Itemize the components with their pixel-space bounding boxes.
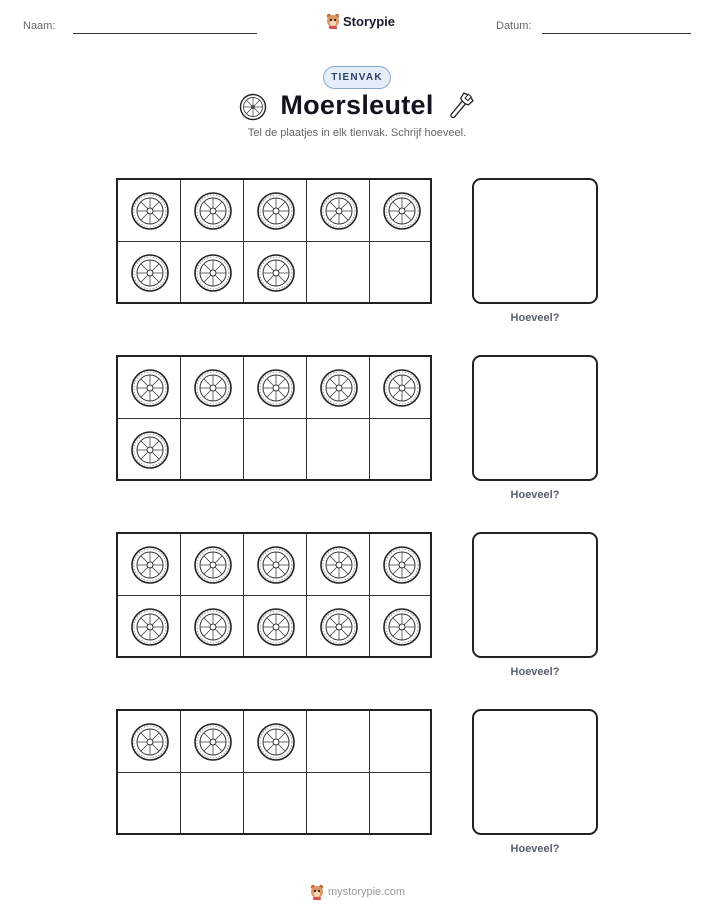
frame-cell <box>181 357 244 419</box>
frame-cell <box>244 419 307 481</box>
wheel-icon <box>130 368 170 408</box>
frame-cell <box>244 711 307 773</box>
frame-cell <box>244 242 307 304</box>
frame-cell <box>307 773 370 835</box>
wheel-icon <box>130 545 170 585</box>
answer-box[interactable] <box>472 709 598 835</box>
page-title: Moersleutel <box>280 90 434 120</box>
frame-cell <box>307 419 370 481</box>
frame-cell <box>181 419 244 481</box>
frame-cell <box>181 711 244 773</box>
wheel-icon <box>382 607 422 647</box>
answer-label: Hoeveel? <box>510 843 560 855</box>
frame-cell <box>370 534 433 596</box>
brand-logo <box>326 13 395 29</box>
wheel-icon <box>382 191 422 231</box>
wheel-icon <box>130 253 170 293</box>
wheel-icon <box>319 607 359 647</box>
wheel-icon <box>256 607 296 647</box>
date-line[interactable] <box>542 33 691 34</box>
frame-cell <box>181 773 244 835</box>
frame-cell <box>118 242 181 304</box>
mascot-icon <box>326 13 340 29</box>
wheel-icon <box>193 607 233 647</box>
wheel-icon <box>319 191 359 231</box>
frame-cell <box>307 180 370 242</box>
wheel-icon <box>130 722 170 762</box>
frame-cell <box>118 711 181 773</box>
wheel-icon <box>382 545 422 585</box>
answer-box[interactable] <box>472 178 598 304</box>
frame-cell <box>370 773 433 835</box>
frame-cell <box>307 711 370 773</box>
footer <box>310 884 405 900</box>
frame-cell <box>307 596 370 658</box>
wrench-icon <box>444 92 476 122</box>
wheel-icon <box>193 253 233 293</box>
wheel-icon <box>319 545 359 585</box>
frame-cell <box>181 242 244 304</box>
instructions: Tel de plaatjes in elk tienvak. Schrijf hoeveel. <box>247 127 467 139</box>
wheel-icon <box>256 191 296 231</box>
wheel-icon <box>319 368 359 408</box>
brand-name: Storypie <box>343 13 396 29</box>
wheel-icon <box>256 722 296 762</box>
wheel-icon <box>256 253 296 293</box>
frame-cell <box>370 180 433 242</box>
frame-cell <box>118 773 181 835</box>
wheel-icon <box>193 191 233 231</box>
frame-cell <box>370 357 433 419</box>
wheel-icon <box>130 191 170 231</box>
name-line[interactable] <box>73 33 257 34</box>
frame-cell <box>244 773 307 835</box>
frame-cell <box>118 180 181 242</box>
answer-label: Hoeveel? <box>510 666 560 678</box>
answer-label: Hoeveel? <box>510 312 560 324</box>
answer-box[interactable] <box>472 532 598 658</box>
frame-cell <box>118 534 181 596</box>
frame-cell <box>244 534 307 596</box>
category-badge: TIENVAK <box>323 66 391 89</box>
frame-cell <box>244 596 307 658</box>
frame-cell <box>370 419 433 481</box>
ten-frame <box>116 532 432 658</box>
wheel-icon <box>193 368 233 408</box>
wheel-icon <box>382 368 422 408</box>
frame-cell <box>181 180 244 242</box>
wheel-icon <box>256 368 296 408</box>
frame-cell <box>307 357 370 419</box>
wheel-icon <box>256 545 296 585</box>
frame-cell <box>370 242 433 304</box>
wheel-icon <box>130 607 170 647</box>
date-label: Datum: <box>496 20 532 32</box>
frame-cell <box>181 534 244 596</box>
frame-cell <box>118 596 181 658</box>
ten-frame <box>116 355 432 481</box>
frame-cell <box>307 242 370 304</box>
wheel-icon <box>193 722 233 762</box>
frame-cell <box>370 711 433 773</box>
frame-cell <box>244 180 307 242</box>
answer-box[interactable] <box>472 355 598 481</box>
frame-cell <box>118 419 181 481</box>
ten-frame <box>116 178 432 304</box>
frame-cell <box>370 596 433 658</box>
mascot-icon <box>310 884 324 900</box>
name-label: Naam: <box>23 20 56 32</box>
footer-url: mystorypie.com <box>328 886 406 898</box>
answer-label: Hoeveel? <box>510 489 560 501</box>
wheel-icon <box>130 430 170 470</box>
frame-cell <box>181 596 244 658</box>
frame-cell <box>118 357 181 419</box>
frame-cell <box>307 534 370 596</box>
wheel-icon <box>193 545 233 585</box>
frame-cell <box>244 357 307 419</box>
ten-frame <box>116 709 432 835</box>
